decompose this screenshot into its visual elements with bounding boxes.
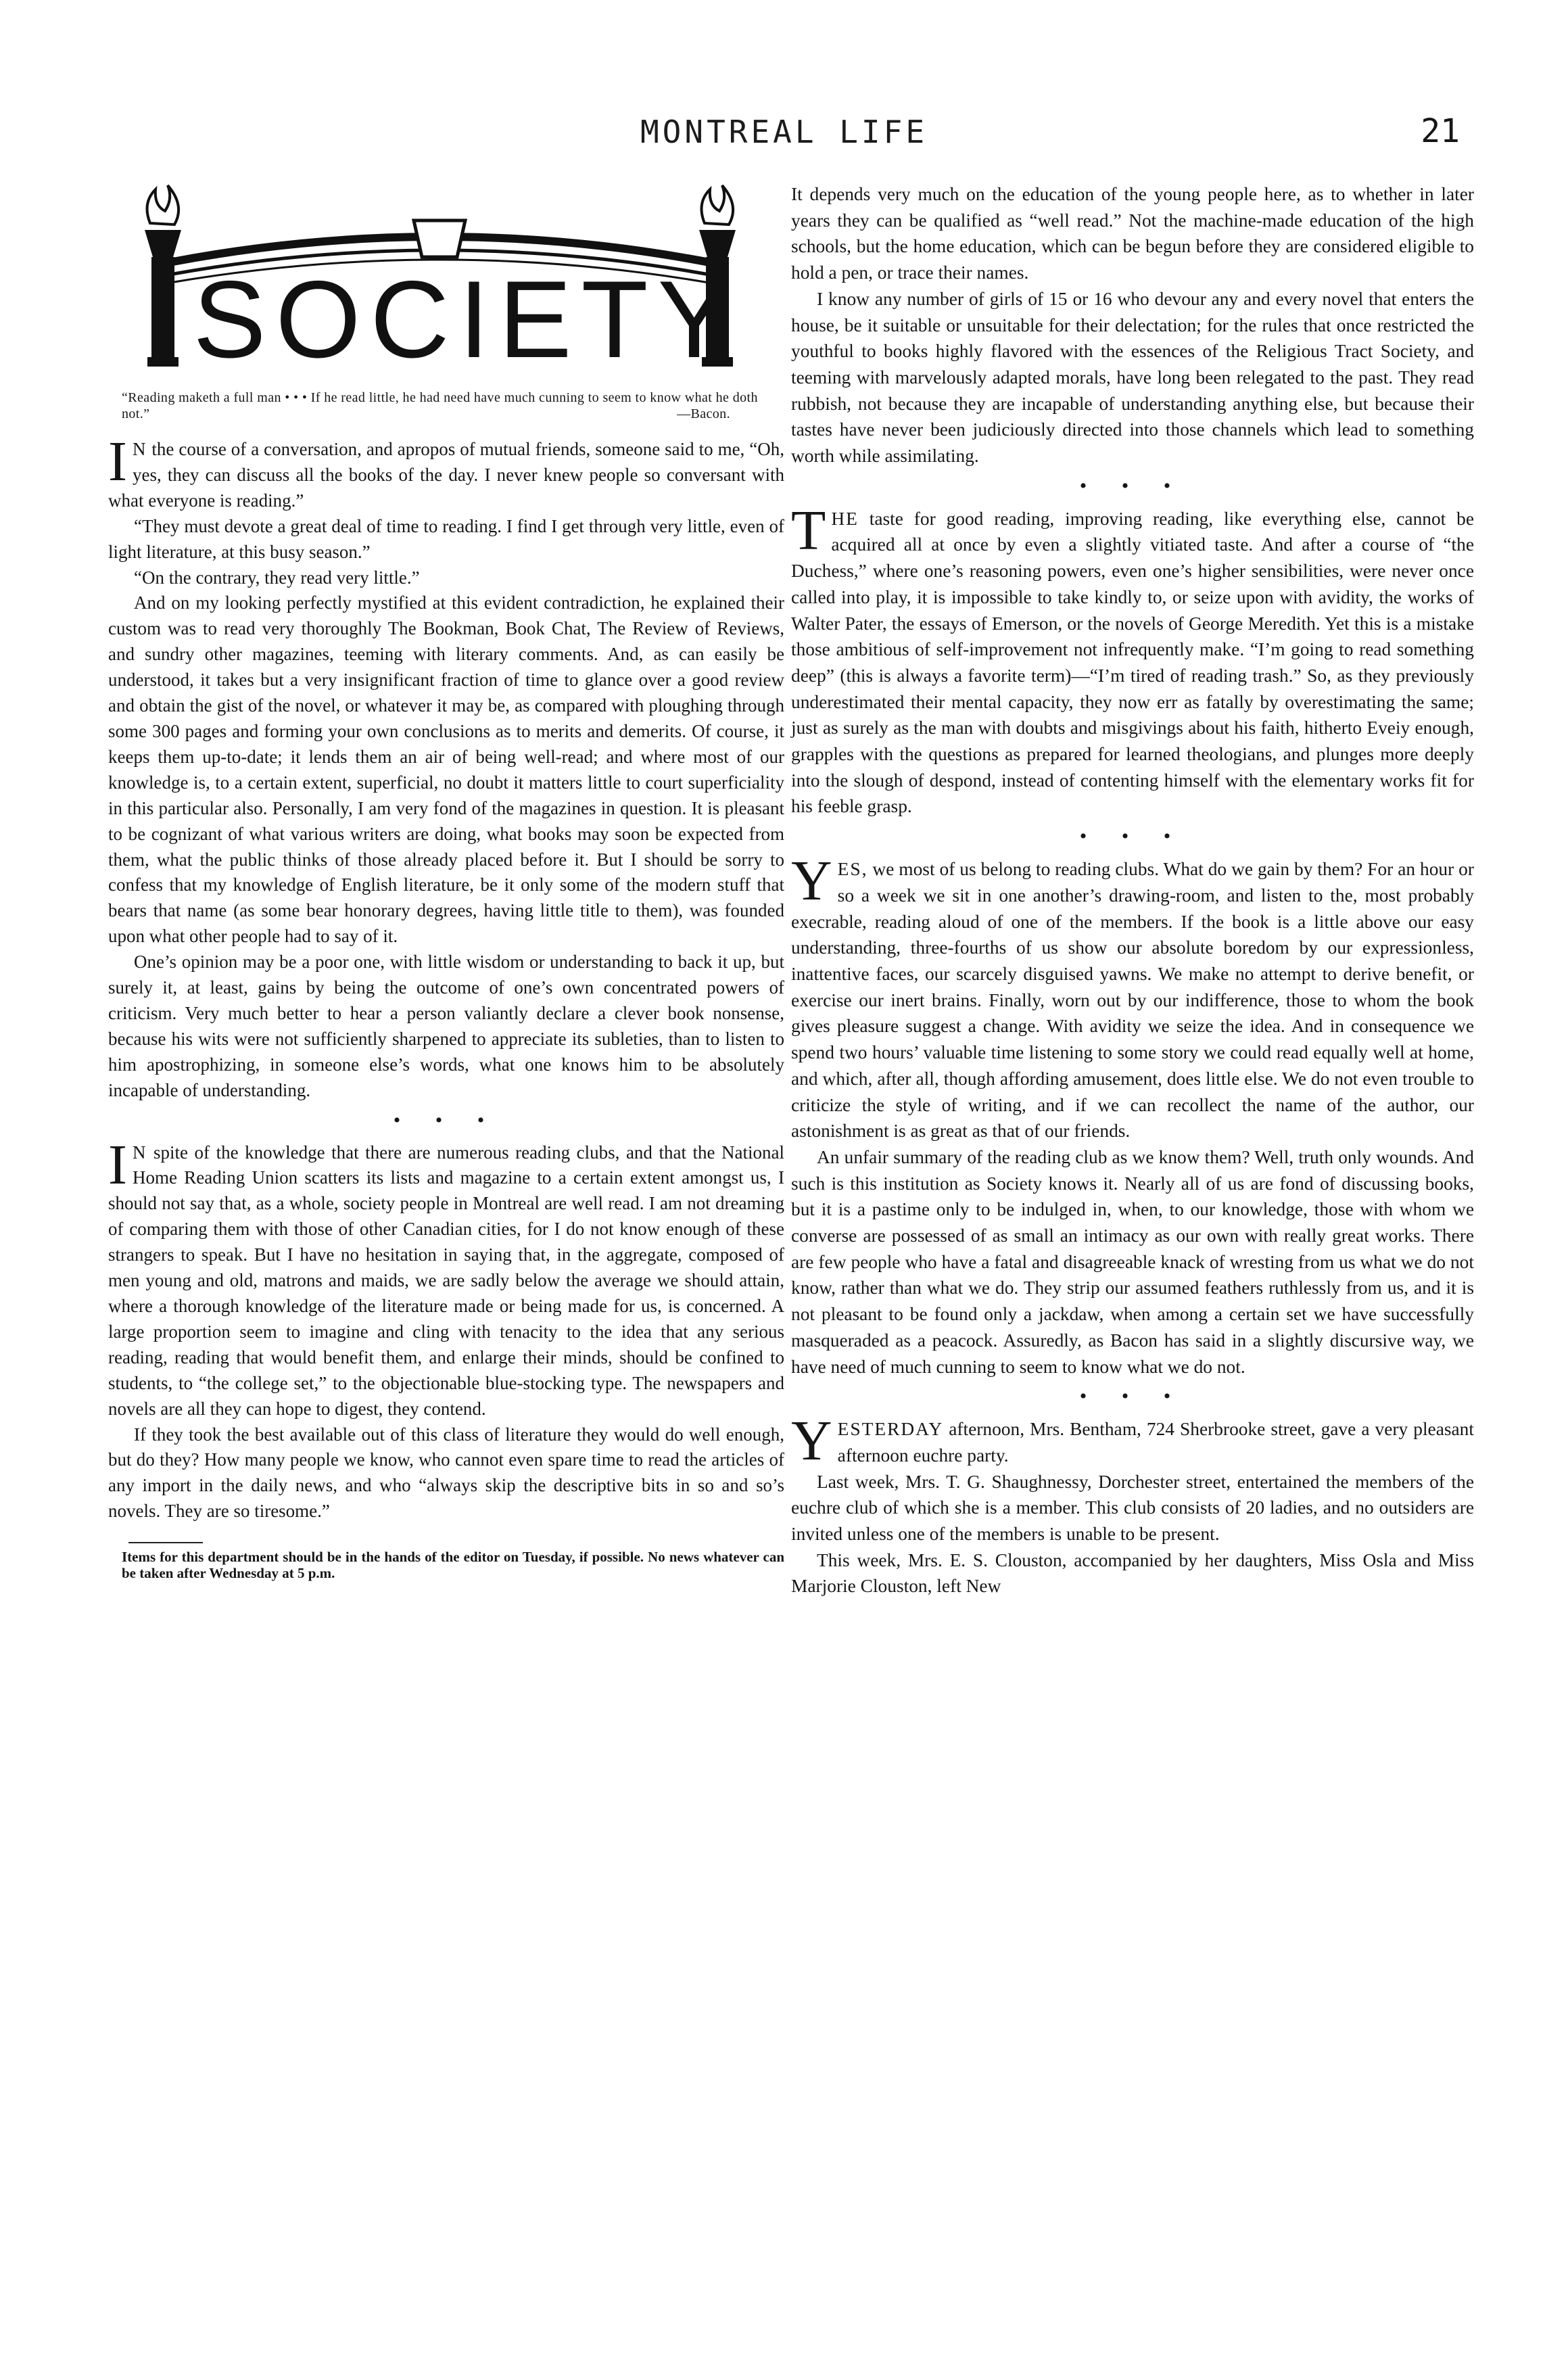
- drop-cap: T: [791, 498, 826, 562]
- section-separator: • • •: [1079, 1385, 1186, 1408]
- article-paragraph: THE taste for good reading, improving reading, like everything else, cannot be acquired all at once by even a slightly vitiated taste. And after a course of “the Duchess,” where one’s reasoning powers, even one’s higher sensibilities, were never once called into play, it is impossible to take kindly to, or seize upon with avidity, the works of Walter Pater, the essays of Emerson, or the novels of George Meredith. Yet this is a mistake those ambitious of self-improvement not infrequently make. “I’m going to read something deep” (this is always a favorite term)—“I’m tired of reading trash.” So, as they previously underestimated their mental capacity, they now err as fatally by overestimating the same; just as surely as the man with doubts and misgivings about his faith, hitherto Eveiy enough, grapples with the questions as prepared for learned theologians, and plunges more deeply into the slough of despond, instead of contenting himself with the elementary works fit for his feeble grasp.: [791, 498, 1474, 817]
- page-number: 21: [1421, 112, 1460, 150]
- article-paragraph: YESTERDAY afternoon, Mrs. Bentham, 724 Sherbrooke street, gave a very pleasant afternoon euchre party.: [791, 1409, 1474, 1473]
- article-paragraph: And on my looking perfectly mystified at this evident contradiction, he explained their custom was to read very thoroughly The Bookman, Book Chat, The Review of Reviews, and sundry other magazines, teeming with literary comments. And, as can easily be understood, it takes but a very insignificant fraction of time to glance over a good review and obtain the gist of the novel, or whatever it may be, as compared with ploughing through some 300 pages and forming your own conclusions as to merits and demerits. Of course, it keeps them up-to-date; it lends them an air of being well-read; and where most of our knowledge is, to a certain extent, superficial, no doubt it matters little to court superficiality in this particular also. Personally, I am very fond of the magazines in question. It is pleasant to be cognizant of what various writers are doing, what books may soon be expected from them, what the public thinks of those already placed before it. But I should be sorry to confess that my knowledge of English literature, be it only some of the modern stuff that bears that name (as some bear honorary degrees, having little title to them), was founded upon what other people had to say of it.: [108, 592, 784, 947]
- editor-footnote: Items for this department should be in the hands of the editor on Tuesday, if possible. No news whatever can be taken after Wednesday at 5 p.m.: [122, 1549, 784, 1582]
- article-paragraph: I N the course of a conversation, and apropos of mutual friends, someone said to me, “Oh, yes, they can discuss all the books of the day. I never knew people so conversant with what everyone is reading.”: [108, 430, 784, 511]
- right-column: [791, 181, 1474, 2298]
- lead-in: ESTERDAY: [837, 1419, 944, 1440]
- epigraph-attribution: —Bacon.: [677, 406, 730, 421]
- footnote-rule: [128, 1542, 203, 1543]
- article-paragraph: I N spite of the knowledge that there are numerous reading clubs, and that the National Home Reading Union scatters its lists and magazine to a certain extent amongst us, I should not say that, as a whole, society people in Montreal are well read. I am not dreaming of comparing them with those of other Canadian cities, for I do not know enough of these strangers to speak. But I have no hesitation in saying that, in the aggregate, composed of men young and old, matrons and maids, we are sadly below the average we should attain, where a thorough knowledge of the literature made or being made for us, is concerned. A large proportion seem to imagine and cling with tenacity to the idea that any serious reading, reading that would benefit them, and enlarge their minds, should be confined to students, to “the college set,” to the objectionable blue-stocking type. The newspapers and novels are all they can hope to digest, they contend.: [108, 1133, 784, 1419]
- lead-in: N: [132, 1142, 147, 1163]
- article-paragraph: This week, Mrs. E. S. Clouston, accompanied by her daughters, Miss Osla and Miss Marjorie Clouston, left New: [791, 1549, 1474, 1597]
- drop-cap: Y: [791, 1409, 832, 1473]
- lead-in: HE: [831, 508, 859, 529]
- article-paragraph: It depends very much on the education of the young people here, as to whether in later years they can be qualified as “well read.” Not the machine-made education of the high schools, but the home education, which can be begun before they are considered eligible to hold a pen, or trace their names.: [791, 184, 1474, 283]
- drop-cap: I: [108, 430, 127, 493]
- publication-title: MONTREAL LIFE: [640, 114, 928, 150]
- epigraph: [122, 390, 771, 422]
- lead-in: ES,: [837, 859, 868, 880]
- society-banner-title: SOCIETY: [193, 258, 740, 381]
- section-separator: • • •: [393, 1108, 500, 1131]
- article-paragraph: I know any number of girls of 15 or 16 who devour any and every novel that enters the house, be it suitable or unsuitable for their delectation; for the rules that once restricted the youthful to books highly flavored with the essences of the Religious Tract Society, and teeming with marvelously adapted morals, have long been relegated to the past. They read rubbish, not because they are incapable of understanding anything else, but because their tastes have never been judiciously directed into those channels which lead to something worth while assimilating.: [791, 288, 1474, 467]
- article-paragraph: “They must devote a great deal of time to reading. I find I get through very little, even of light literature, at this busy season.”: [108, 515, 784, 562]
- epigraph-text: “Reading maketh a full man • • • If he read little, he had need have much cunning to seem to know what he doth not.”: [122, 390, 758, 421]
- running-head: [0, 108, 1568, 156]
- article-paragraph: One’s opinion may be a poor one, with little wisdom or understanding to back it up, but surely it, at least, gains by being the outcome of one’s own concentrated powers of criticism. Very much better to hear a person valiantly declare a clever book nonsense, because his wits were not sufficiently sharpened to appreciate its subleties, than to listen to him apostrophizing, in someone else’s words, what one knows him to be absolutely incapable of understanding.: [108, 952, 784, 1100]
- article-paragraph: An unfair summary of the reading club as we know them? Well, truth only wounds. And such is this institution as Society knows it. Nearly all of us are fond of discussing books, but it is a pastime only to be indulged in, when, to our knowledge, those with whom we converse are possessed of as small an intimacy as our own with really great works. There are few people who have a fatal and disagreeable knack of wresting from us what we do not know, rather than what we do. They strip our assumed feathers ruthlessly from us, and it is not pleasant to be found only a jackdaw, when among a certain set we have successfully masqueraded as a peacock. Assuredly, as Bacon has said in a slightly discursive way, we have need of much cunning to seem to know what we do not.: [791, 1146, 1474, 1377]
- left-column: [108, 183, 784, 2212]
- article-paragraph: “On the contrary, they read very little.”: [134, 567, 420, 588]
- article-paragraph: Last week, Mrs. T. G. Shaughnessy, Dorchester street, entertained the members of the euchre club of which she is a member. This club consists of 20 ladies, and no outsiders are invited unless one of the members is unable to be present.: [791, 1471, 1474, 1545]
- section-separator: • • •: [1079, 825, 1186, 848]
- article-paragraph: If they took the best available out of this class of literature they would do well enough, but do they? How many people we know, who cannot even spare time to read the articles of any import in the daily news, and who “always skip the descriptive bits in so and so’s novels. They are so tiresome.”: [108, 1424, 784, 1522]
- society-banner: [115, 183, 764, 379]
- article-paragraph: YES, we most of us belong to reading clubs. What do we gain by them? For an hour or so a week we sit in one another’s drawing-room, and listen to the, most probably execrable, reading aloud of one of the members. If the book is a little above our easy understanding, three-fourths of us show our absolute boredom by our expressionless, inattentive faces, our scarcely disguised yawns. We make no attempt to derive benefit, or exercise our inert brains. Finally, worn out by our indifference, those to whom the book gives pleasure suggest a change. With avidity we seize the idea. And in consequence we spend two hours’ valuable time listening to some story we could read equally well at home, and which, after all, though affording amusement, does little else. We do not even trouble to criticize the style of writing, and if we can recollect the name of the author, our astonishment is as great as that of our friends.: [791, 849, 1474, 1142]
- section-separator: • • •: [1079, 474, 1186, 497]
- drop-cap: Y: [791, 849, 832, 913]
- lead-in: N: [132, 439, 147, 459]
- drop-cap: I: [108, 1133, 127, 1196]
